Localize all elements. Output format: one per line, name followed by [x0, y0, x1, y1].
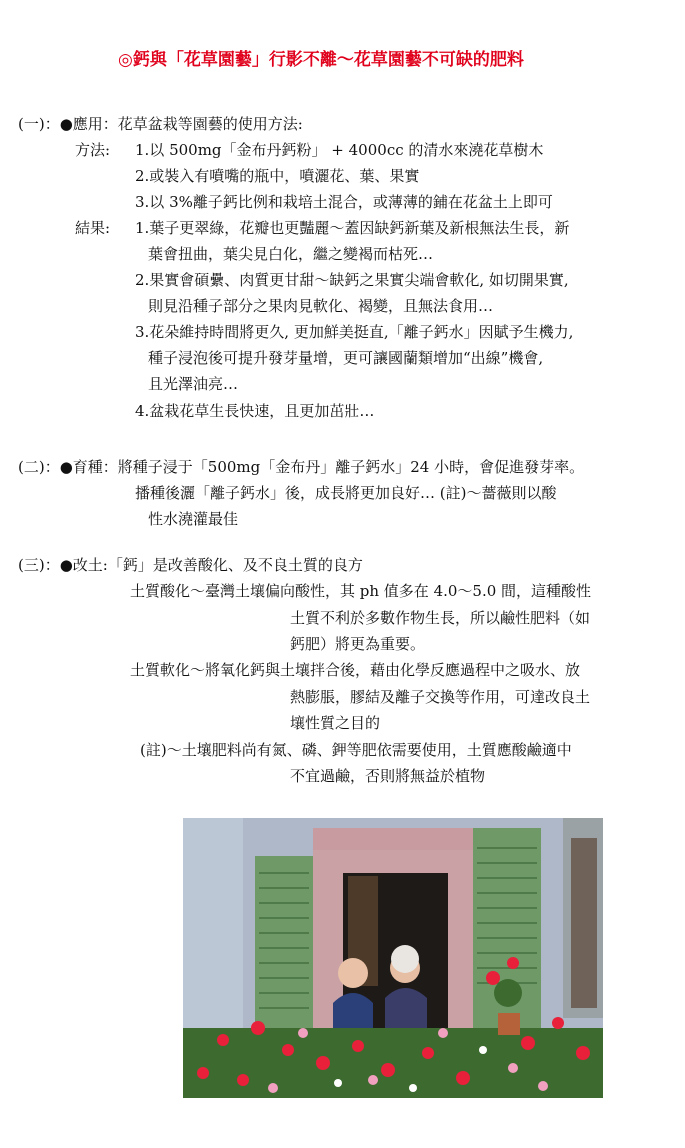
method-item-1: 1.以 500mg「金布丹鈣粉」 + 4000cc 的清水來澆花草樹木	[135, 141, 544, 159]
result-item-2-cont: 則見沿種子部分之果肉見軟化、褐變，且無法食用…	[148, 297, 494, 315]
result-item-3-cont: 種子浸泡後可提升發芽量增，更可讓國蘭類增加“出線”機會,	[148, 349, 544, 367]
window-flowers-photo	[183, 818, 603, 1098]
section-2-line-2: 播種後灑「離子鈣水」後，成長將更加良好… (註)～薔薇則以酸	[135, 484, 557, 502]
note-line-2: 不宜過鹼，否則將無益於植物	[290, 767, 486, 785]
method-label: 方法:	[75, 141, 111, 159]
acid-soil-line-2: 土質不利於多數作物生長，所以鹼性肥料（如	[290, 609, 591, 627]
soft-soil-line-3: 壤性質之目的	[290, 714, 381, 732]
section-3-heading: (三)：●改土:「鈣」是改善酸化、及不良土質的良方	[18, 556, 363, 574]
acid-soil-line-1: 土質酸化～臺灣土壤偏向酸性，其 ph 值多在 4.0～5.0 間，這種酸性	[130, 582, 592, 600]
result-item-1-cont: 葉會扭曲，葉尖見白化，繼之變褐而枯死…	[148, 245, 434, 263]
result-label: 結果:	[75, 219, 111, 237]
result-item-2: 2.果實會碩纍、肉質更甘甜～缺鈣之果實尖端會軟化, 如切開果實,	[135, 271, 569, 289]
note-line-1: (註)～土壤肥料尚有氮、磷、鉀等肥依需要使用，土質應酸鹼適中	[140, 741, 572, 759]
page-title: ◎鈣與「花草園藝」行影不離～花草園藝不可缺的肥料	[118, 50, 524, 70]
result-item-3: 3.花朵維持時間將更久, 更加鮮美挺直,「離子鈣水」因賦予生機力,	[135, 323, 574, 341]
method-item-3: 3.以 3%離子鈣比例和栽培土混合，或薄薄的鋪在花盆土上即可	[135, 193, 553, 211]
method-item-2: 2.或裝入有噴嘴的瓶中，噴灑花、葉、果實	[135, 167, 420, 185]
result-item-4: 4.盆栽花草生長快速，且更加茁壯…	[135, 402, 375, 420]
section-2-heading: (二)：●育種：將種子浸于「500mg「金布丹」離子鈣水」24 小時，會促進發芽率。	[18, 458, 585, 476]
result-item-3-cont2: 且光澤油亮…	[148, 375, 239, 393]
soft-soil-line-1: 土質軟化～將氧化鈣與土壤拌合後，藉由化學反應過程中之吸水、放	[130, 661, 581, 679]
section-1-heading: (一)：●應用：花草盆栽等園藝的使用方法:	[18, 115, 303, 133]
soft-soil-line-2: 熱膨脹，膠結及離子交換等作用，可達改良土	[290, 688, 591, 706]
section-2-line-3: 性水澆灌最佳	[148, 510, 239, 528]
result-item-1: 1.葉子更翠綠，花瓣也更豔麗～蓋因缺鈣新葉及新根無法生長，新	[135, 219, 570, 237]
acid-soil-line-3: 鈣肥）將更為重要。	[290, 635, 426, 653]
